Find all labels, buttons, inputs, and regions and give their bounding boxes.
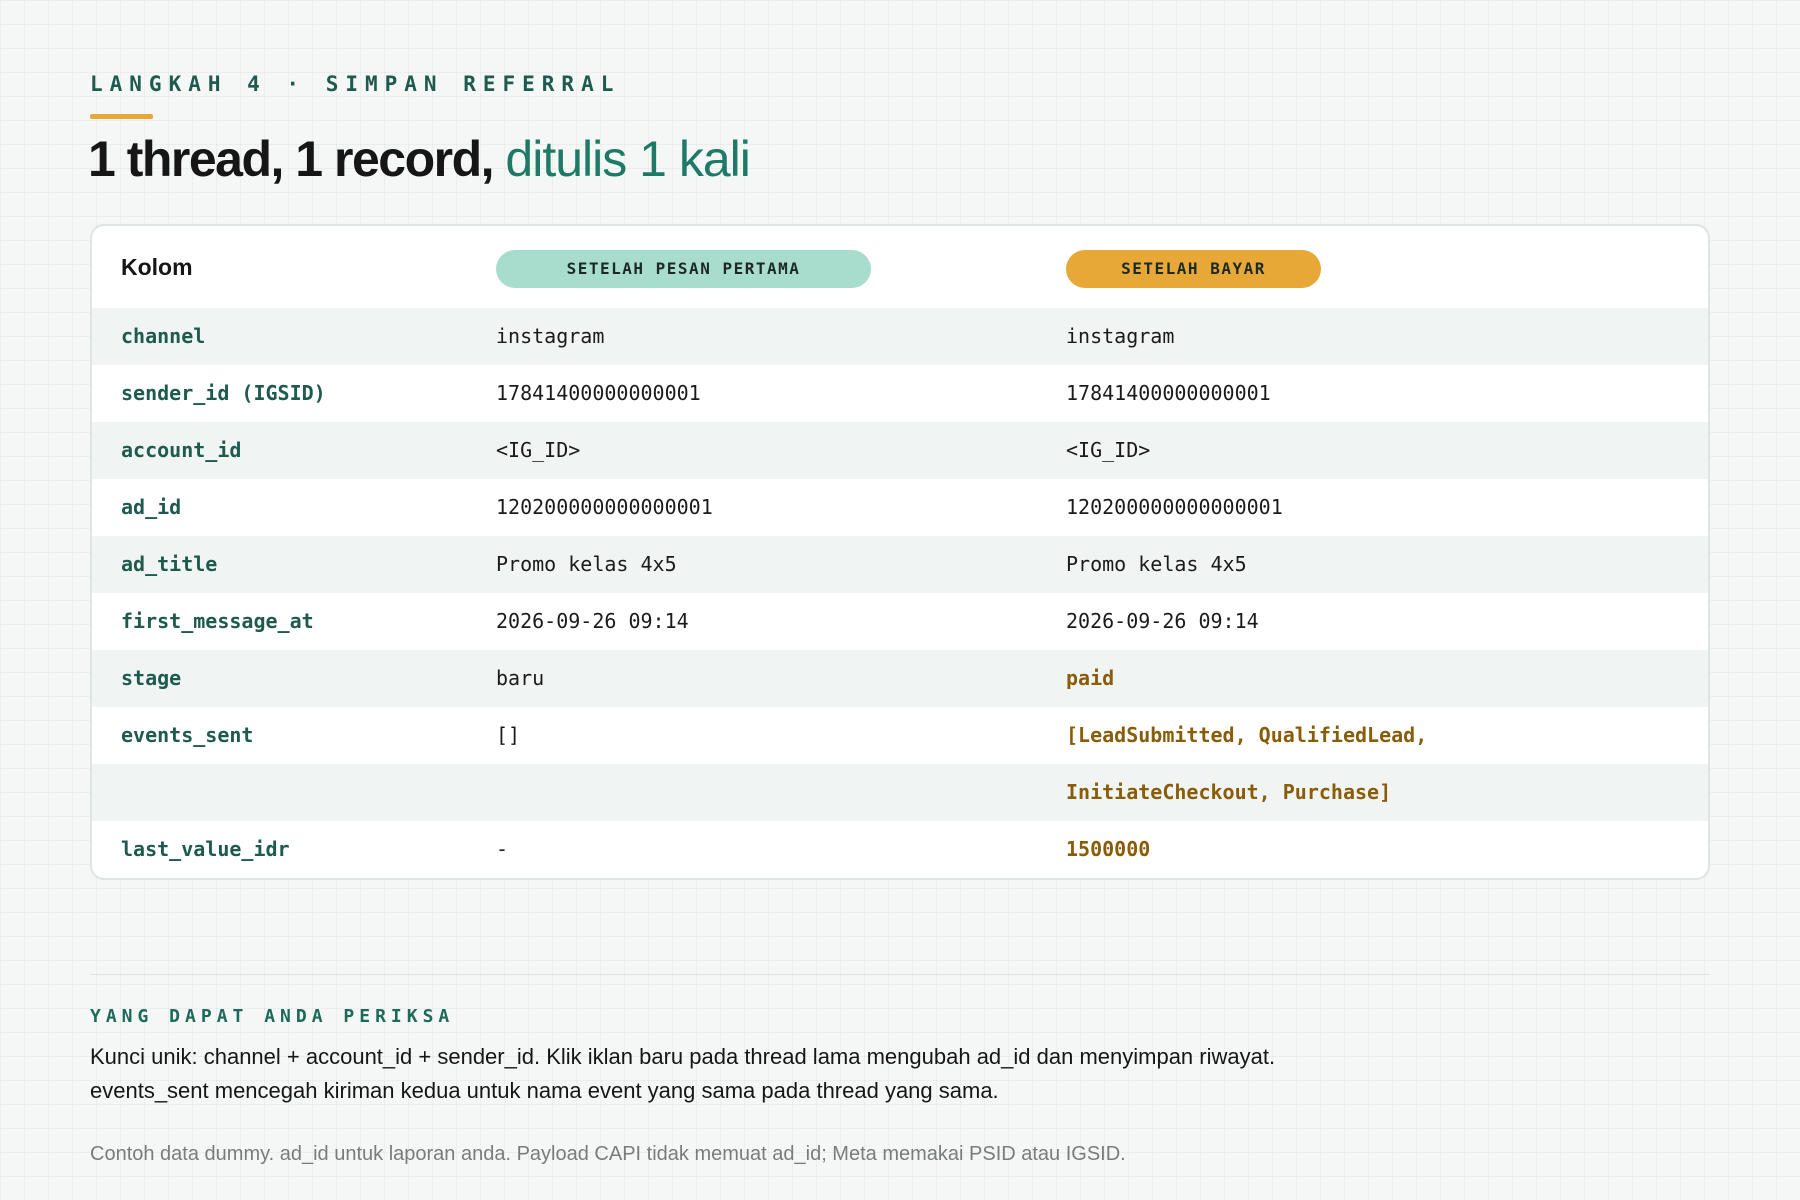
table-row bbox=[92, 707, 1708, 764]
table-row bbox=[92, 764, 1708, 821]
value-first-message: - bbox=[496, 837, 509, 861]
field-name: account_id bbox=[121, 438, 242, 462]
page-title bbox=[88, 130, 750, 188]
field-name: last_value_idr bbox=[121, 837, 290, 861]
referral-record-table bbox=[90, 224, 1710, 880]
field-name: events_sent bbox=[121, 723, 254, 747]
field-name: first_message_at bbox=[121, 609, 314, 633]
column-header-first-message: SETELAH PESAN PERTAMA bbox=[496, 250, 871, 288]
notes-body bbox=[90, 1040, 1275, 1108]
value-after-payment: <IG_ID> bbox=[1066, 438, 1151, 462]
table-row bbox=[92, 650, 1708, 707]
value-first-message: [] bbox=[496, 723, 521, 747]
footnote: Contoh data dummy. ad_id untuk laporan anda. Payload CAPI tidak memuat ad_id; Meta memakai PSID atau IGSID. bbox=[90, 1143, 1126, 1165]
value-after-payment: Promo kelas 4x5 bbox=[1066, 552, 1247, 576]
accent-bar bbox=[90, 114, 153, 119]
table-row bbox=[92, 365, 1708, 422]
value-after-payment: paid bbox=[1066, 666, 1115, 690]
table-row bbox=[92, 308, 1708, 365]
section-divider bbox=[90, 974, 1710, 975]
column-header-field: Kolom bbox=[121, 254, 193, 280]
value-first-message: 2026-09-26 09:14 bbox=[496, 609, 689, 633]
value-after-payment: [LeadSubmitted, QualifiedLead, bbox=[1066, 723, 1428, 747]
value-first-message: Promo kelas 4x5 bbox=[496, 552, 677, 576]
table-row bbox=[92, 821, 1708, 878]
column-header-after-payment: SETELAH BAYAR bbox=[1066, 250, 1321, 288]
table-row bbox=[92, 593, 1708, 650]
value-first-message: baru bbox=[496, 666, 545, 690]
field-name: sender_id (IGSID) bbox=[121, 381, 326, 405]
value-first-message: instagram bbox=[496, 324, 605, 348]
value-after-payment: 17841400000000001 bbox=[1066, 381, 1271, 405]
value-after-payment: InitiateCheckout, Purchase] bbox=[1066, 780, 1392, 804]
notes-eyebrow: YANG DAPAT ANDA PERIKSA bbox=[90, 1006, 455, 1027]
table-row bbox=[92, 536, 1708, 593]
title-accent: ditulis 1 kali bbox=[505, 131, 750, 187]
value-first-message: 120200000000000001 bbox=[496, 495, 713, 519]
field-name: stage bbox=[121, 666, 182, 690]
value-first-message: <IG_ID> bbox=[496, 438, 581, 462]
notes-line-1: Kunci unik: channel + account_id + sender_id. Klik iklan baru pada thread lama mengubah ad_id dan menyimpan riwayat. bbox=[90, 1044, 1276, 1069]
table-header-row bbox=[92, 226, 1708, 308]
notes-line-2: events_sent mencegah kiriman kedua untuk nama event yang sama pada thread yang sama. bbox=[90, 1078, 999, 1103]
value-after-payment: 1500000 bbox=[1066, 837, 1151, 861]
value-after-payment: instagram bbox=[1066, 324, 1175, 348]
step-eyebrow: LANGKAH 4 · SIMPAN REFERRAL bbox=[90, 72, 621, 96]
value-after-payment: 120200000000000001 bbox=[1066, 495, 1283, 519]
value-first-message: 17841400000000001 bbox=[496, 381, 701, 405]
value-after-payment: 2026-09-26 09:14 bbox=[1066, 609, 1259, 633]
field-name: ad_title bbox=[121, 552, 218, 576]
table-row bbox=[92, 422, 1708, 479]
field-name: ad_id bbox=[121, 495, 182, 519]
table-row bbox=[92, 479, 1708, 536]
field-name: channel bbox=[121, 324, 206, 348]
title-main: 1 thread, 1 record, bbox=[88, 131, 493, 187]
